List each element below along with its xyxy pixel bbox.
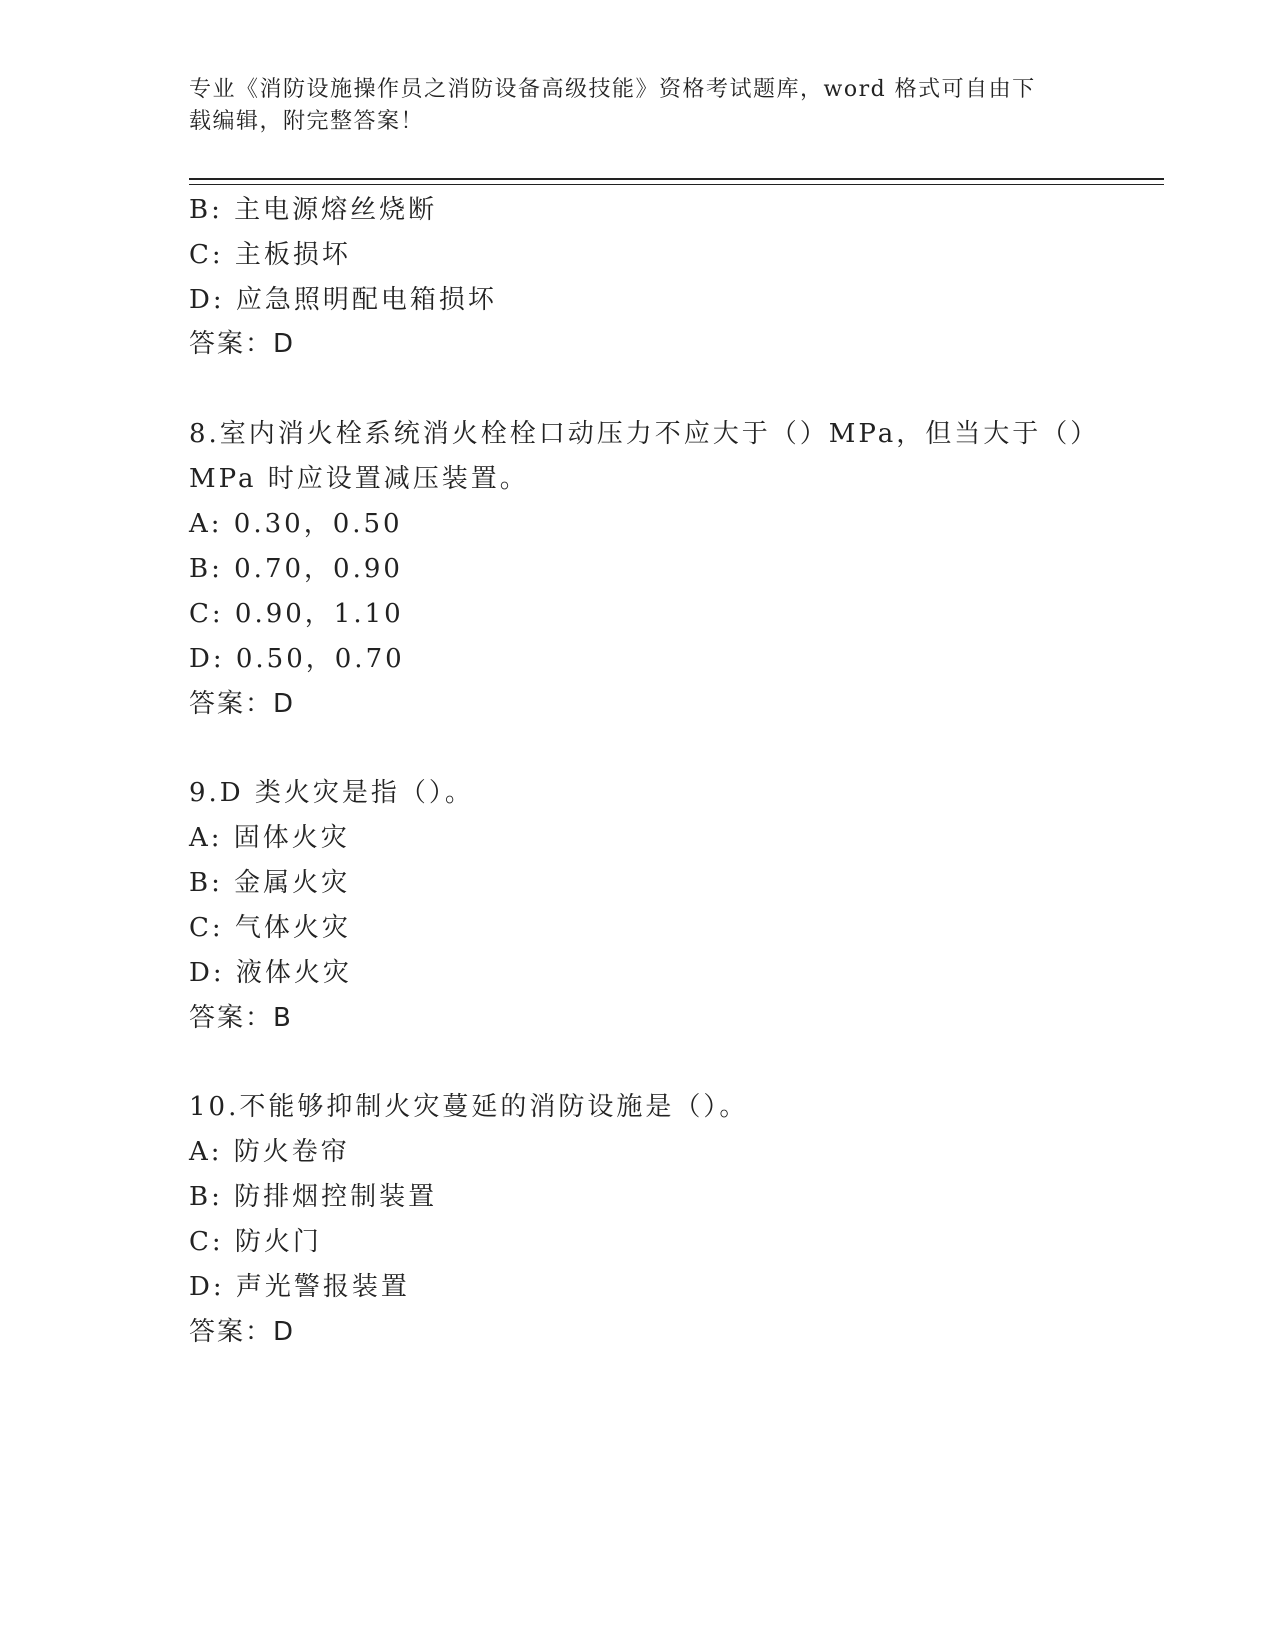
question-8-stem-line-2: MPa 时应设置减压装置。 — [189, 464, 529, 494]
question-9-stem: 9.D 类火灾是指（）。 — [189, 778, 474, 808]
header-divider-thin — [189, 184, 1164, 185]
question-10-stem: 10.不能够抑制火灾蔓延的消防设施是（）。 — [189, 1092, 749, 1122]
question-10-option-b: B: 防排烟控制装置 — [189, 1182, 438, 1212]
option-c: C: 主板损坏 — [189, 240, 351, 270]
question-10-option-a: A: 防火卷帘 — [189, 1137, 350, 1167]
question-8-option-a: A: 0.30，0.50 — [189, 509, 403, 539]
header-line-1: 专业《消防设施操作员之消防设备高级技能》资格考试题库，word 格式可自由下 — [189, 77, 1036, 102]
question-10-answer: 答案：D — [189, 1317, 296, 1347]
option-d: D: 应急照明配电箱损坏 — [189, 285, 497, 315]
question-8-option-b: B: 0.70，0.90 — [189, 554, 403, 584]
question-9-option-a: A: 固体火灾 — [189, 823, 350, 853]
question-10-option-c: C: 防火门 — [189, 1227, 322, 1257]
question-9-option-b: B: 金属火灾 — [189, 868, 351, 898]
question-8-answer: 答案：D — [189, 689, 296, 719]
question-9-answer: 答案：B — [189, 1003, 293, 1033]
question-8-option-c: C: 0.90，1.10 — [189, 599, 404, 629]
answer-line: 答案：D — [189, 329, 296, 359]
header-line-2: 载编辑，附完整答案！ — [189, 109, 425, 134]
header-divider-thick — [189, 178, 1164, 180]
question-8-stem-line-1: 8.室内消火栓系统消火栓栓口动压力不应大于（）MPa，但当大于（） — [189, 419, 1100, 449]
document-header — [189, 74, 1069, 138]
question-9-option-d: D: 液体火灾 — [189, 958, 352, 988]
question-9-option-c: C: 气体火灾 — [189, 913, 351, 943]
option-b: B: 主电源熔丝烧断 — [189, 195, 438, 225]
question-10-option-d: D: 声光警报装置 — [189, 1272, 410, 1302]
question-8-option-d: D: 0.50，0.70 — [189, 644, 405, 674]
